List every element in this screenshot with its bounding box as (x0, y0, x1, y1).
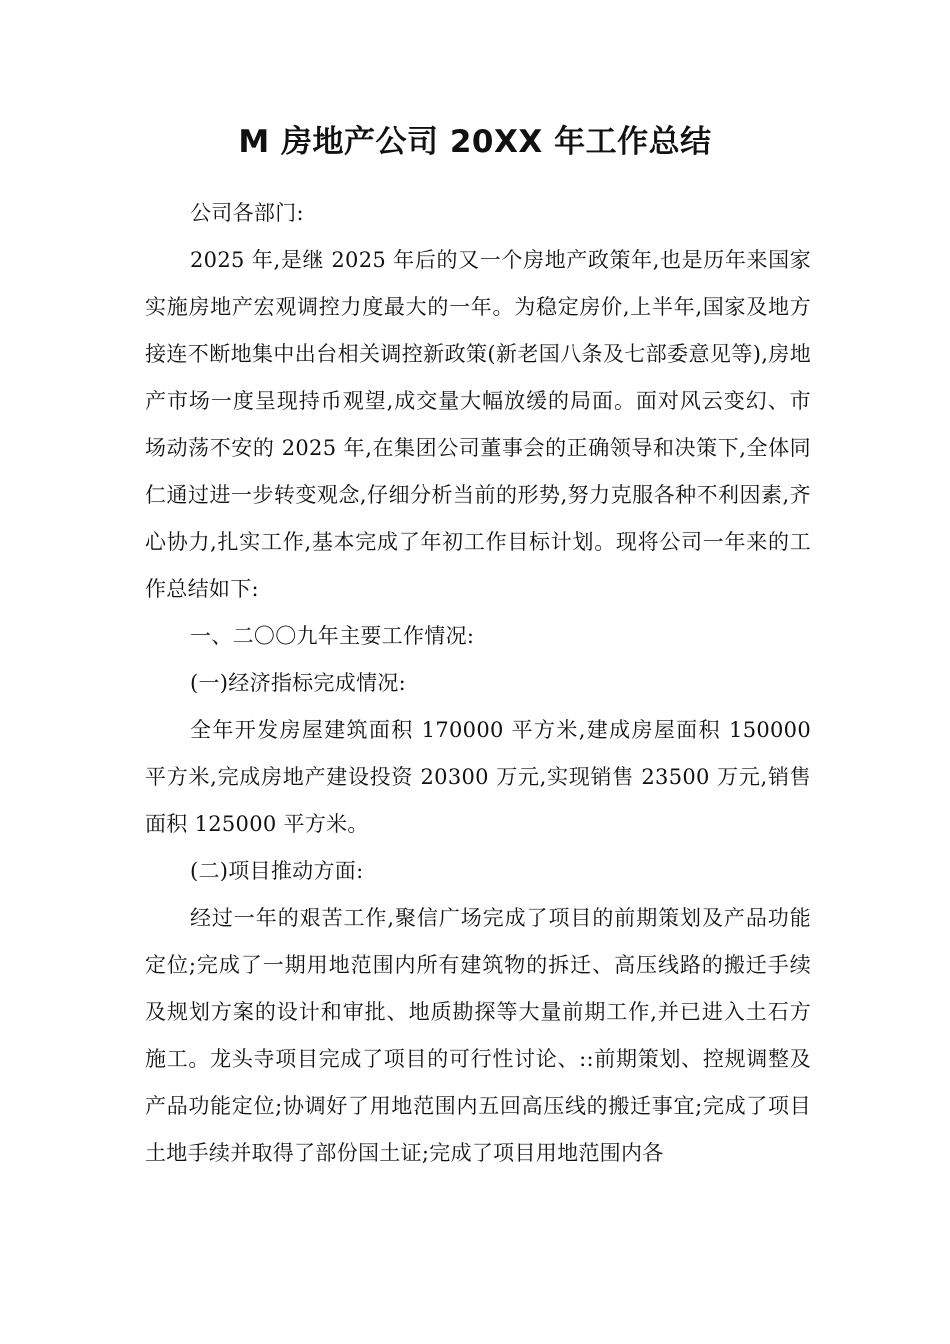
economic-indicators-paragraph: 全年开发房屋建筑面积 170000 平方米,建成房屋面积 150000 平方米,完成房地产建设投资 20300 万元,实现销售 23500 万元,销售面积 125000 平方米。 (145, 718, 811, 836)
greeting-paragraph: 公司各部门: (190, 201, 304, 225)
intro-paragraph: 2025 年,是继 2025 年后的又一个房地产政策年,也是历年来国家实施房地产宏观调控力度最大的一年。为稳定房价,上半年,国家及地方接连不断地集中出台相关调控新政策(新老国八条及七部委意见等),房地产市场一度呈现持币观望,成交量大幅放缓的局面。面对风云变幻、市场动荡不安的 2025 年,在集团公司董事会的正确领导和决策下,全体同仁通过进一步转变观念,仔细分析当前的形势,努力克服各种不利因素,齐心协力,扎实工作,基本完成了年初工作目标计划。现将公司一年来的工作总结如下: (145, 248, 811, 601)
subsection-heading-economic: (一)经济指标完成情况: (190, 671, 407, 695)
document-title: M 房地产公司 20XX 年工作总结 (238, 124, 712, 160)
project-progress-paragraph: 经过一年的艰苦工作,聚信广场完成了项目的前期策划及产品功能定位;完成了一期用地范围内所有建筑物的拆迁、高压线路的搬迁手续及规划方案的设计和审批、地质勘探等大量前期工作,并已进入土石方施工。龙头寺项目完成了项目的可行性讨论、::前期策划、控规调整及产品功能定位;协调好了用地范围内五回高压线的搬迁事宜;完成了项目土地手续并取得了部份国土证;完成了项目用地范围内各 (145, 906, 811, 1165)
section-heading: 一、二〇〇九年主要工作情况: (190, 624, 475, 648)
document-body (145, 190, 811, 1177)
subsection-heading-projects: (二)项目推动方面: (190, 859, 364, 883)
